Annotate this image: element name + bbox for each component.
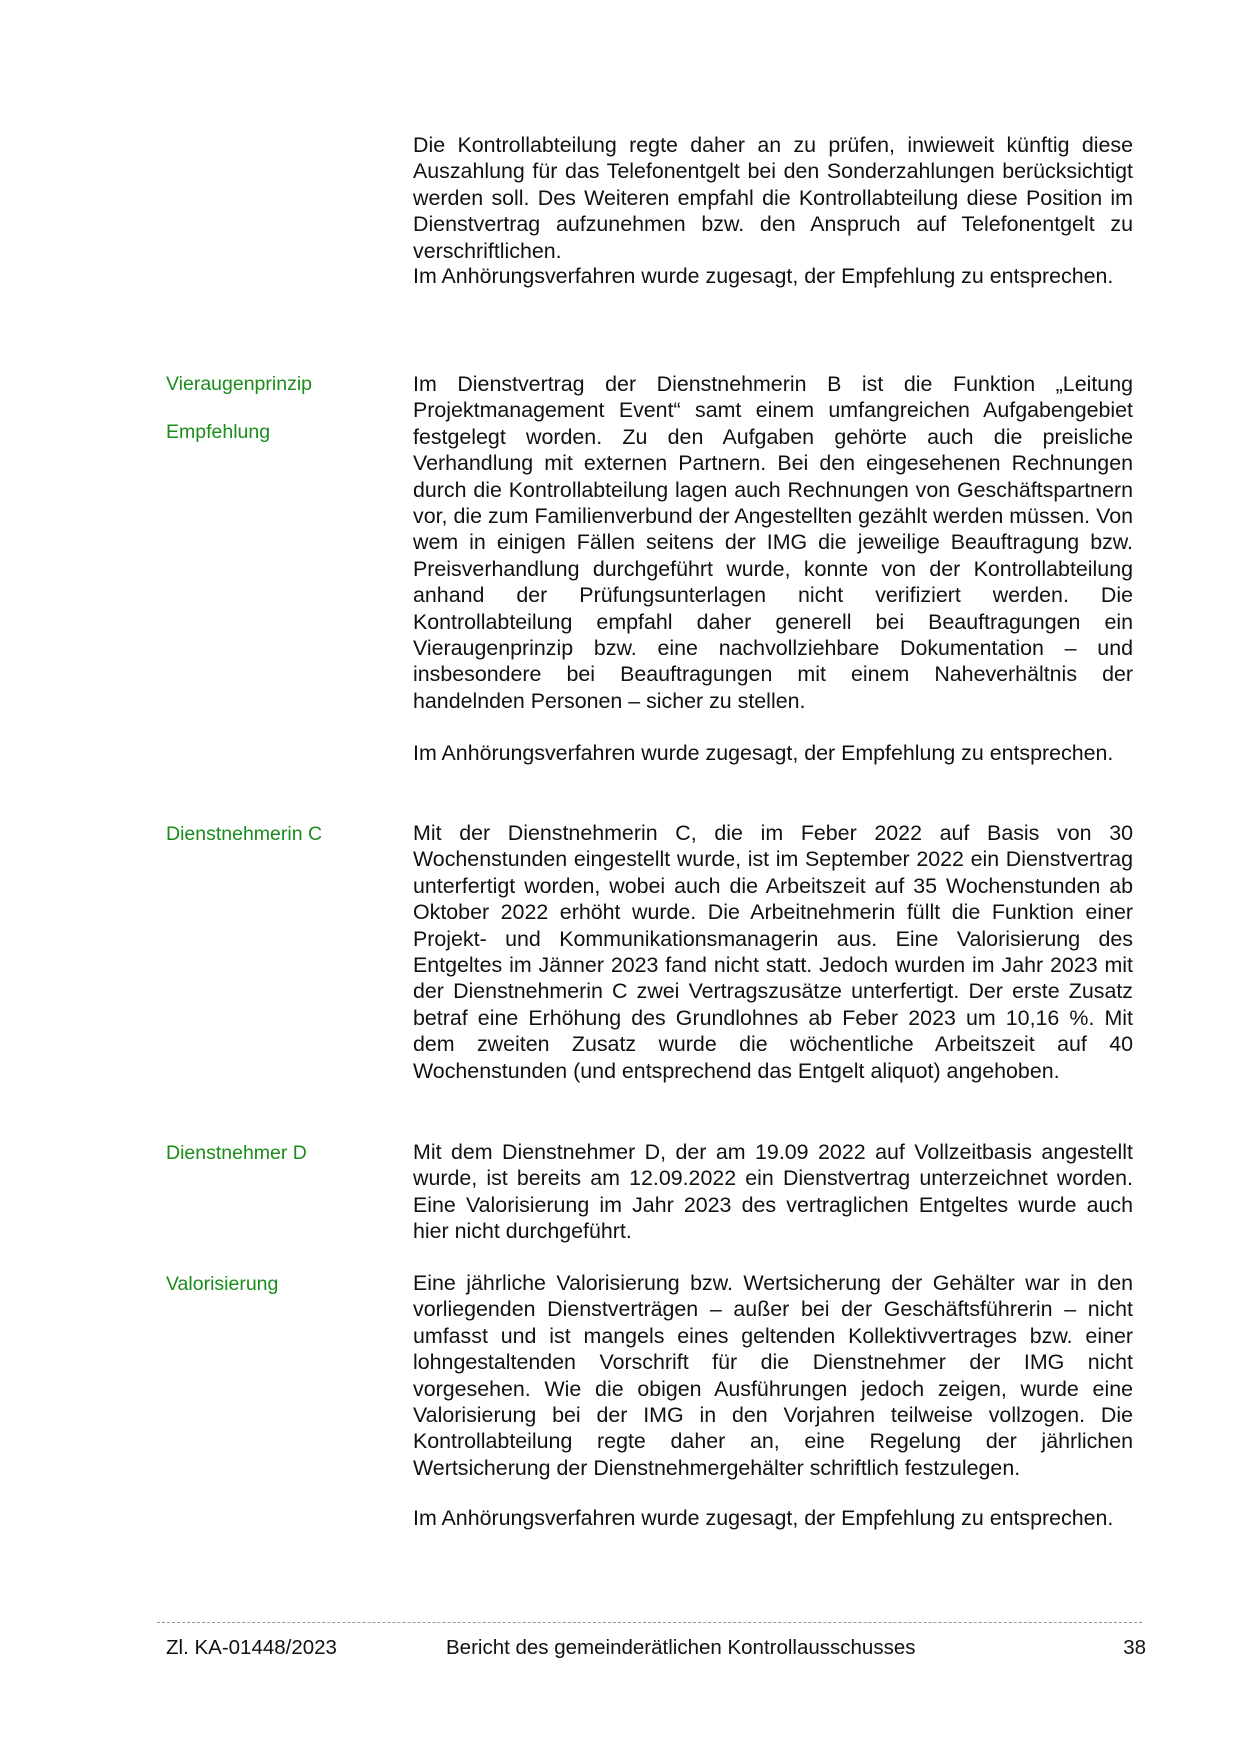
paragraph-anhoerung-3: Im Anhörungsverfahren wurde zugesagt, der Empfehlung zu entsprechen. — [413, 1506, 1114, 1530]
footer-title: Bericht des gemeinderätlichen Kontrollausschusses — [446, 1636, 916, 1659]
paragraph-anhoerung-2: Im Anhörungsverfahren wurde zugesagt, der Empfehlung zu entsprechen. — [413, 741, 1114, 765]
margin-note-empfehlung: Empfehlung — [166, 421, 271, 443]
margin-note-dienstnehmerin-c: Dienstnehmerin C — [166, 823, 323, 845]
margin-note-vieraugenprinzip: Vieraugenprinzip — [166, 373, 312, 395]
paragraph-dienstnehmer-d: Mit dem Dienstnehmer D, der am 19.09 2022 auf Vollzeitbasis angestellt wurde, ist bereits am 12.09.2022 ein Dienstvertrag unterzeichnet worden. Eine Valorisierung im Jahr 2023 des vertraglichen Entgeltes wurde auch hier nicht durchgeführt. — [413, 1140, 1133, 1244]
paragraph-dienstnehmerin-c: Mit der Dienstnehmerin C, die im Feber 2022 auf Basis von 30 Wochenstunden eingestellt wurde, ist im September 2022 ein Dienstvertrag unterfertigt worden, wobei auch die Arbeitszeit auf 35 Wochenstunden ab Oktober 2022 erhöht wurde. Die Arbeitnehmerin füllt die Funktion einer Projekt- und Kommunikationsmanagerin aus. Eine Valorisierung des Entgeltes im Jänner 2023 fand nicht statt. Jedoch wurden im Jahr 2023 mit der Dienstnehmerin C zwei Vertragszusätze unterfertigt. Der erste Zusatz betraf eine Erhöhung des Grundlohnes ab Feber 2023 um 10,16 %. Mit dem zweiten Zusatz wurde die wöchentliche Arbeitszeit auf 40 Wochenstunden (und entsprechend das Entgelt aliquot) angehoben. — [413, 821, 1133, 1083]
paragraph-valorisierung: Eine jährliche Valorisierung bzw. Wertsicherung der Gehälter war in den vorliegenden Dienstverträgen – außer bei der Geschäftsführerin – nicht umfasst und ist mangels eines geltenden Kollektivvertrages bzw. einer lohngestaltenden Vorschrift für die Dienstnehmer der IMG nicht vorgesehen. Wie die obigen Ausführungen jedoch zeigen, wurde eine Valorisierung bei der IMG in den Vorjahren teilweise vollzogen. Die Kontrollabteilung regte daher an, eine Regelung der jährlichen Wertsicherung der Dienstnehmergehälter schriftlich festzulegen. — [413, 1271, 1133, 1480]
footer-reference: Zl. KA-01448/2023 — [166, 1636, 337, 1659]
margin-note-dienstnehmer-d: Dienstnehmer D — [166, 1142, 307, 1164]
paragraph-anhoerung-1: Im Anhörungsverfahren wurde zugesagt, der Empfehlung zu entsprechen. — [413, 264, 1114, 288]
footer-divider — [157, 1622, 1142, 1623]
margin-note-valorisierung: Valorisierung — [166, 1273, 279, 1295]
page-number: 38 — [1123, 1636, 1146, 1659]
paragraph-vieraugenprinzip: Im Dienstvertrag der Dienstnehmerin B ist die Funktion „Leitung Projektmanagement Event“ samt einem umfangreichen Aufgabengebiet festgelegt worden. Zu den Aufgaben gehörte auch die preisliche Verhandlung mit externen Partnern. Bei den eingesehenen Rechnungen durch die Kontrollabteilung lagen auch Rechnungen von Geschäftspartnern vor, die zum Familienverbund der Angestellten gezählt werden müssen. Von wem in einigen Fällen seitens der IMG die jeweilige Beauftragung bzw. Preisverhandlung durchgeführt wurde, konnte von der Kontrollabteilung anhand der Prüfungsunterlagen nicht verifiziert werden. Die Kontrollabteilung empfahl daher generell bei Beauftragungen ein Vieraugenprinzip bzw. eine nachvollziehbare Dokumentation – und insbesondere bei Beauftragungen mit einem Naheverhältnis der handelnden Personen – sicher zu stellen. — [413, 372, 1133, 713]
paragraph-telefonentgelt: Die Kontrollabteilung regte daher an zu prüfen, inwieweit künftig diese Auszahlung für das Telefonentgelt bei den Sonderzahlungen berücksichtigt werden soll. Des Weiteren empfahl die Kontrollabteilung diese Position im Dienstvertrag aufzunehmen bzw. den Anspruch auf Telefonentgelt zu verschriftlichen. — [413, 133, 1133, 263]
